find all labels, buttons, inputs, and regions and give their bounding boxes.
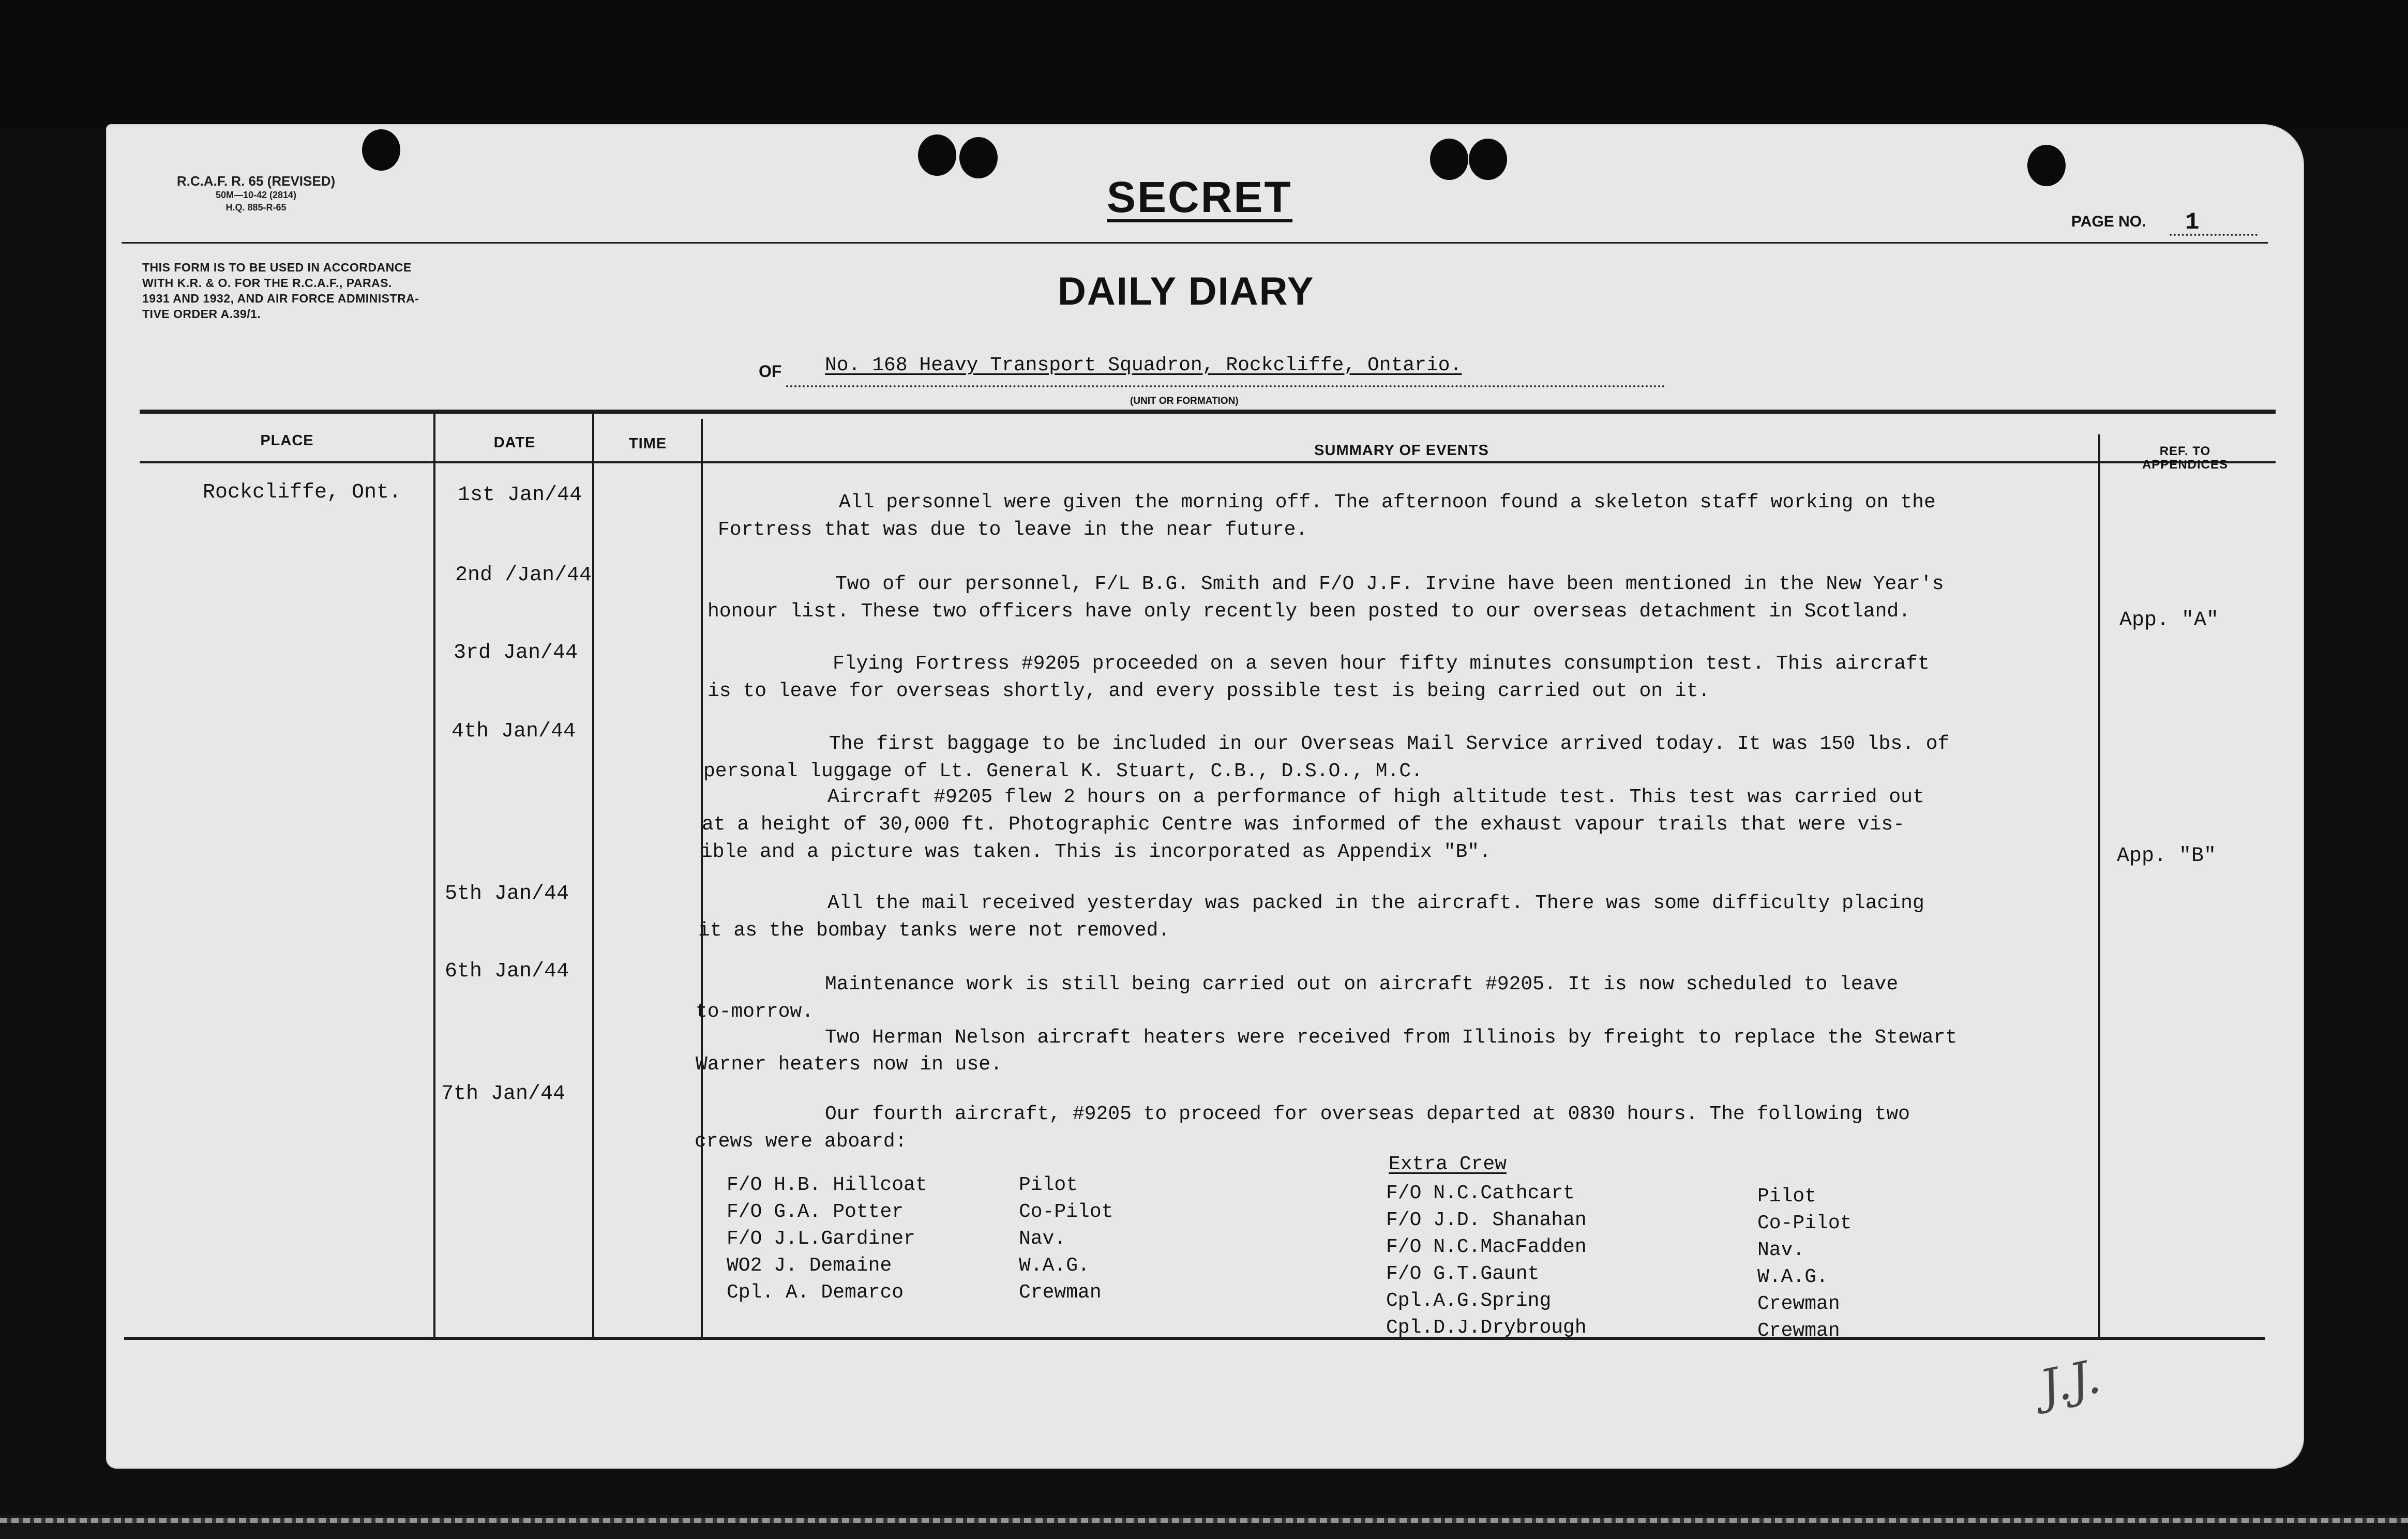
summary-line: personal luggage of Lt. General K. Stuart, C.B., D.S.O., M.C. (703, 760, 1423, 782)
column-header-date: DATE (493, 434, 536, 451)
table-top-rule (140, 410, 2276, 414)
summary-line: at a height of 30,000 ft. Photographic Centre was informed of the exhaust vapour trails that were vis- (702, 813, 1905, 836)
crew-list-extra (1386, 1180, 1587, 1341)
form-hq-ref: H.Q. 885-R-65 (225, 202, 287, 213)
summary-line: All the mail received yesterday was packed in the aircraft. There was some difficulty placing (827, 892, 1924, 914)
column-divider (592, 414, 594, 1339)
entry-date: 2nd /Jan/44 (455, 564, 592, 587)
form-instructions: THIS FORM IS TO BE USED IN ACCORDANCE WITH K.R. & O. FOR THE R.C.A.F., PARAS. 1931 AND 1932, AND AIR FORCE ADMINISTRA- TIVE ORDER A.39/1. (142, 261, 419, 321)
column-divider (701, 419, 703, 1339)
entry-date: 1st Jan/44 (458, 484, 582, 507)
column-header-time: TIME (628, 435, 667, 452)
entry-date: 3rd Jan/44 (454, 641, 578, 665)
handwritten-initials: J.J. (2035, 1349, 2105, 1415)
punch-hole (959, 137, 998, 178)
crew-member-role: Pilot (1019, 1174, 1078, 1196)
crew-member-role: Crewman (1757, 1293, 1840, 1315)
appendix-ref: App. "A" (2119, 609, 2219, 632)
header-rule (122, 242, 2268, 244)
page-number-label: PAGE NO. (2071, 213, 2146, 230)
crew-member-name: F/O N.C.MacFadden (1386, 1236, 1587, 1258)
crew-member-role: Nav. (1757, 1239, 1805, 1261)
appendix-ref: App. "B" (2117, 844, 2217, 868)
crew-member-name: WO2 J. Demaine (727, 1255, 892, 1277)
summary-line: All personnel were given the morning off. The afternoon found a skeleton staff working on the (839, 491, 1936, 514)
page-number-value: 1 (2185, 209, 2200, 236)
summary-line: Two of our personnel, F/L B.G. Smith and F/O J.F. Irvine have been mentioned in the New Year's (835, 573, 1944, 595)
table-header-rule (140, 461, 2276, 463)
crew-member-role: Crewman (1757, 1320, 1840, 1342)
unit-caption: (UNIT OR FORMATION) (1130, 396, 1239, 406)
scan-edge-strip (0, 1518, 2408, 1523)
summary-line: Aircraft #9205 flew 2 hours on a performance of high altitude test. This test was carried out (827, 786, 1924, 808)
diary-title: DAILY DIARY (1058, 269, 1315, 313)
crew-member-name: F/O G.A. Potter (727, 1201, 904, 1223)
summary-line: it as the bombay tanks were not removed. (698, 919, 1170, 942)
unit-of-label: OF (759, 362, 782, 381)
summary-line: crews were aboard: (695, 1130, 907, 1153)
summary-line: is to leave for overseas shortly, and every possible test is being carried out on it. (708, 680, 1710, 702)
form-number: R.C.A.F. R. 65 (REVISED) (176, 173, 336, 189)
crew-member-name: F/O N.C.Cathcart (1386, 1182, 1575, 1204)
crew-list-main (727, 1172, 927, 1306)
diary-sheet (106, 124, 2304, 1469)
column-header-place: PLACE (260, 432, 314, 449)
classification-heading: SECRET (1107, 173, 1292, 221)
entry-date: 6th Jan/44 (445, 960, 569, 983)
page-number-field (2071, 209, 2268, 244)
crew-member-role: Co-Pilot (1757, 1212, 1852, 1234)
crew-member-role: W.A.G. (1019, 1255, 1090, 1277)
summary-line: Flying Fortress #9205 proceeded on a seven hour fifty minutes consumption test. This aircraft (833, 653, 1930, 675)
punch-hole (1469, 139, 1507, 180)
crew-member-role: Nav. (1019, 1228, 1066, 1250)
crew-member-name: F/O H.B. Hillcoat (727, 1174, 927, 1196)
crew-member-name: Cpl.D.J.Drybrough (1386, 1317, 1587, 1339)
summary-line: to-morrow. (696, 1001, 814, 1023)
column-divider (433, 414, 435, 1339)
punch-hole (918, 134, 956, 176)
crew-member-name: Cpl. A. Demarco (727, 1281, 904, 1304)
summary-line: Fortress that was due to leave in the near future. (718, 519, 1308, 541)
punch-hole (362, 129, 400, 171)
extra-crew-heading: Extra Crew (1389, 1153, 1507, 1175)
crew-roles-main (1019, 1172, 1113, 1306)
summary-line: Warner heaters now in use. (696, 1053, 1002, 1076)
summary-line: ible and a picture was taken. This is incorporated as Appendix "B". (701, 841, 1491, 863)
crew-member-role: Pilot (1757, 1185, 1817, 1208)
column-header-appendices: REF. TO APPENDICES (2142, 444, 2229, 472)
table-bottom-rule (124, 1337, 2265, 1340)
crew-member-role: Crewman (1019, 1281, 1102, 1304)
entry-date: 7th Jan/44 (441, 1082, 566, 1106)
unit-name: No. 168 Heavy Transport Squadron, Rockcliffe, Ontario. (825, 354, 1462, 376)
crew-member-name: F/O G.T.Gaunt (1386, 1263, 1540, 1285)
summary-line: Two Herman Nelson aircraft heaters were received from Illinois by freight to replace the Stewart (825, 1027, 1958, 1049)
entry-date: 4th Jan/44 (452, 720, 576, 743)
crew-member-name: Cpl.A.G.Spring (1386, 1290, 1552, 1312)
column-divider (2098, 434, 2100, 1339)
form-number-block (132, 173, 380, 214)
crew-member-role: W.A.G. (1757, 1266, 1828, 1288)
punch-hole (1430, 139, 1468, 180)
scan-background-top (0, 0, 2408, 129)
entry-date: 5th Jan/44 (445, 882, 569, 906)
summary-line: Maintenance work is still being carried out on aircraft #9205. It is now scheduled to leave (825, 973, 1899, 995)
crew-member-name: F/O J.D. Shanahan (1386, 1209, 1587, 1231)
crew-roles-extra (1757, 1183, 1852, 1345)
form-print-code: 50M—10-42 (2814) (215, 190, 297, 200)
crew-member-name: F/O J.L.Gardiner (727, 1228, 915, 1250)
summary-line: honour list. These two officers have only recently been posted to our overseas detachment in Scotland. (708, 600, 1910, 623)
place-cell: Rockcliffe, Ont. (203, 481, 402, 504)
summary-line: Our fourth aircraft, #9205 to proceed for overseas departed at 0830 hours. The following two (825, 1103, 1910, 1125)
crew-member-role: Co-Pilot (1019, 1201, 1113, 1223)
summary-line: The first baggage to be included in our Overseas Mail Service arrived today. It was 150 lbs. of (829, 733, 1950, 755)
column-header-summary: SUMMARY OF EVENTS (1314, 442, 1489, 459)
punch-hole (2027, 145, 2066, 186)
